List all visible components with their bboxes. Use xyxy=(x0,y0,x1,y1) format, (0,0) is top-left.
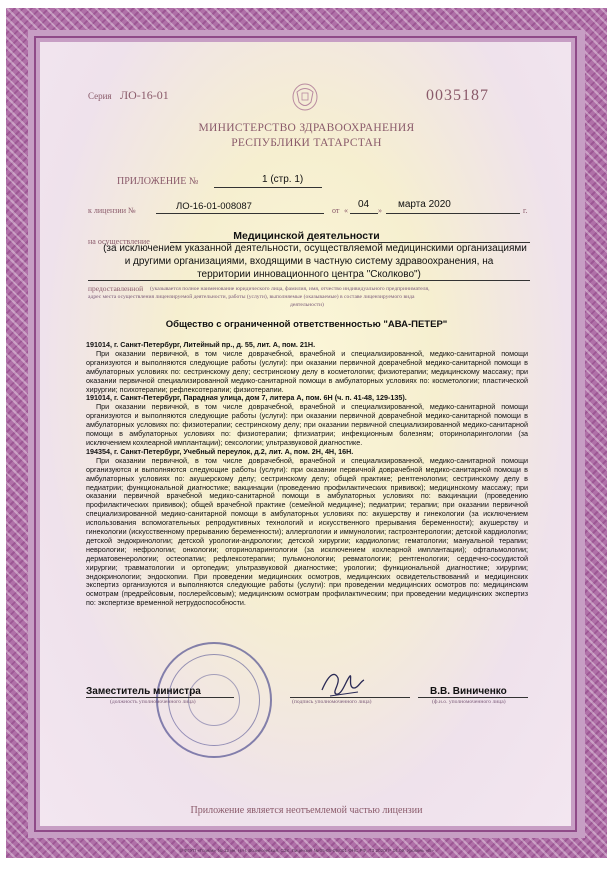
works-3: При оказании первичной, в том числе доврачебной, врачебной и специализированной, медико-санитарной помощи организуются и выполняются следующие работы (услуги): при оказании первичной доврачебной медико-санитарной помощи в амбулаторных условиях по: акушерскому делу; сестринскому делу; общей практике; рентгенологии; сестринскому делу в педиатрии; функциональной диагностике; вакцинации (проведению профилактических прививок); медицинскому массажу; при оказании первичной врачебной медико-санитарной помощи в амбулаторных условиях по: вакцинации (проведению профилактических прививок); общей врачебной практике (семейной медицине); педиатрии; терапии; при оказании первичной специализированной медико-санитарной помощи в амбулаторных условиях по: акушерству и гинекологии (за исключением использования вспомогательных репродуктивных технологий и искусственного прерывания беременности); акушерству и гинекологии (искусственному прерыванию беременности); аллергологии и иммунологии; гастроэнтерологии; детской кардиологии; детской эндокринологии; детской урологии-андрологии; детской хирургии; кардиологии; гематологии; мануальной терапии; неврологии; нефрологии; онкологии; оториноларингологии (за исключением кохлеарной имплантации); офтальмологии; дерматовенерологии; остеопатии; рефлексотерапии; пульмонологии; ревматологии; рентгенологии; сердечно-сосудистой хирургии; травматологии и ортопедии; ультразвуковой диагностике; урологии; функциональной диагностике; хирургии; эндокринологии; эндоскопии. При проведении медицинских осмотров, медицинских освидетельствований и медицинских экспертиз организуются и выполняются следующие работы (услуги): при проведении медицинских осмотров по: медицинским осмотрам (предрейсовым, послерейсовым); медицинским осмотрам профилактическим; при проведении медицинских экспертиз по: экспертизе временной нетрудоспособности. xyxy=(86,455,528,608)
provided-caption-line2: адрес места осуществления лицензируемой деятельности, работы (услуги), выполняемые (оказываемые) в составе лицензируемого вида xyxy=(88,294,415,300)
series-label: Серия xyxy=(88,91,112,101)
document-number: 0035187 xyxy=(426,87,489,104)
licensed-works-text xyxy=(86,341,528,608)
signatory-position: Заместитель министра xyxy=(86,686,201,697)
series-value: ЛО-16-01 xyxy=(120,88,169,102)
name-underline xyxy=(418,697,528,698)
works-2: При оказании первичной, в том числе доврачебной, врачебной и специализированной, медико-санитарной помощи организуются и выполняются следующие работы (услуги): при оказании первичной доврачебной медико-санитарной помощи в амбулаторных условиях по: физиотерапии; сестринскому делу; при оказании первичной специализированной медико-санитарной помощи в амбулаторных условиях по: физиотерапии; фтизиатрии; инфекционным болезням; оториноларингологии (за исключением кохлеарной имплантации); сексологии; ультразвуковой диагностике. xyxy=(86,402,528,447)
footer-note: Приложение является неотъемлемой частью лицензии xyxy=(190,805,423,816)
license-day: 04 xyxy=(358,199,370,210)
year-suffix: г. xyxy=(523,206,528,215)
address-2: 191014, г. Санкт-Петербург, Парадная улица, дом 7, литера А, пом. 6Н (ч. п. 41-48, 129-135). xyxy=(86,393,407,403)
quote-close: » xyxy=(378,206,382,215)
license-underline xyxy=(156,213,324,214)
position-caption: (должность уполномоченного лица) xyxy=(110,699,196,705)
handwritten-signature-icon xyxy=(318,666,368,700)
license-month-year: марта 2020 xyxy=(398,199,451,210)
license-number: ЛО-16-01-008087 xyxy=(176,201,252,212)
activity-underline-1 xyxy=(170,242,530,243)
provided-label: предоставленной xyxy=(88,284,144,293)
coat-of-arms-emblem-icon xyxy=(290,82,320,112)
works-1: При оказании первичной, в том числе доврачебной, врачебной и специализированной, медико-санитарной помощи организуются и выполняются следующие работы (услуги): при оказании первичной доврачебной медико-санитарной помощи в амбулаторных условиях по: сестринскому делу; сестринскому делу в косметологии; физиотерапии; медицинскому массажу; при оказании первичной специализированной медико-санитарной помощи в амбулаторных условиях по: косметологии; пластической хирургии; психотерапии; рефлексотерапии; физиотерапии. xyxy=(86,348,528,394)
appendix-underline xyxy=(214,187,322,188)
company-name: Общество с ограниченной ответственностью "АВА-ПЕТЕР" xyxy=(165,319,448,330)
provided-caption-line3: деятельности) xyxy=(290,302,324,308)
activity-prefix: на осуществление xyxy=(88,237,150,246)
ministry-name-line1: МИНИСТЕРСТВО ЗДРАВООХРАНЕНИЯ xyxy=(198,122,415,134)
signature-underline xyxy=(290,697,410,698)
appendix-label: ПРИЛОЖЕНИЕ № xyxy=(117,176,199,187)
quote-open: « xyxy=(344,206,348,215)
date-from-label: от xyxy=(332,206,340,215)
month-underline xyxy=(386,213,520,214)
activity-description-line2: и другими организациями, входящими в частную систему здравоохранения, на xyxy=(124,256,494,267)
provided-caption-line1: (указывается полное наименование юридического лица, фамилия, имя, отчество индивидуального предпринимателя, xyxy=(150,286,430,292)
ministry-name-line2: РЕСПУБЛИКИ ТАТАРСТАН xyxy=(231,137,382,149)
signature-caption: (подпись уполномоченного лица) xyxy=(292,699,372,705)
license-label: к лицензии № xyxy=(88,206,136,215)
printer-info: © ФГУП «Гознак» № 12 ин. Н.Н. Вознесенская, СЗК, Лицензия № 05-05-09/001 ФНС РФ, ТЗ 2020/ Р 14.09, Уровень «Б» xyxy=(179,848,434,853)
position-underline xyxy=(86,697,234,698)
bottom-margin xyxy=(6,858,607,870)
signatory-name: В.В. Виниченко xyxy=(430,686,507,697)
address-1: 191014, г. Санкт-Петербург, Литейный пр., д. 55, лит. А, пом. 21Н. xyxy=(86,340,316,349)
address-3: 194354, г. Санкт-Петербург, Учебный переулок, д.2, лит. А, пом. 2Н, 4Н, 16Н. xyxy=(86,446,354,456)
activity-description-line3: территории инновационного центра "Сколково") xyxy=(197,269,421,280)
activity-title: Медицинской деятельности xyxy=(233,230,380,242)
name-caption: (ф.и.о. уполномоченного лица) xyxy=(432,699,506,705)
day-underline xyxy=(350,213,378,214)
activity-description-line1: (за исключением указанной деятельности, осуществляемой медицинскими организациями xyxy=(103,243,527,254)
appendix-value: 1 (стр. 1) xyxy=(262,174,304,185)
activity-underline-4 xyxy=(88,280,530,281)
